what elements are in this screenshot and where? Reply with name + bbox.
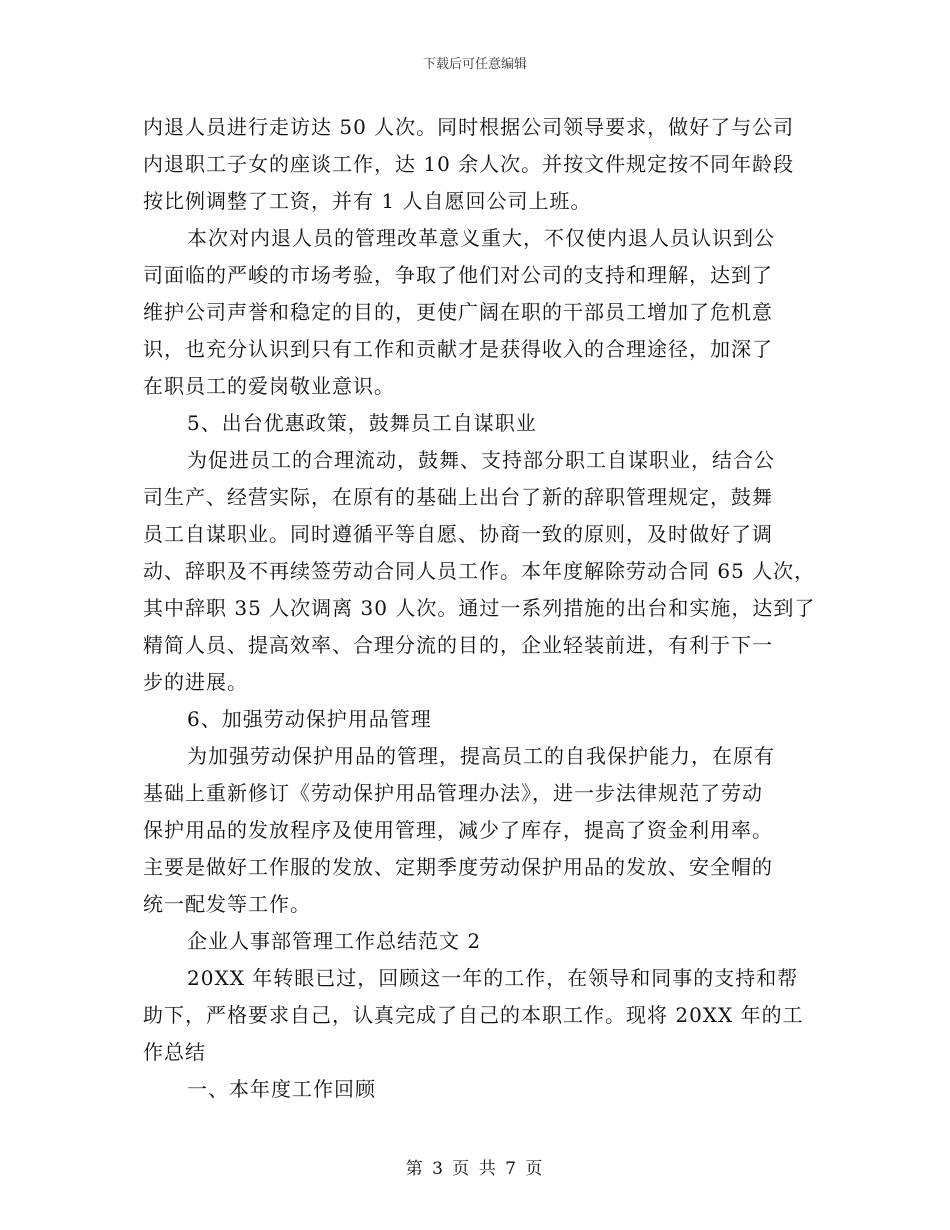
text-line: 步的进展。 bbox=[143, 670, 248, 694]
text-line: 动、辞职及不再续签劳动合同人员工作。本年度解除劳动合同 65 人次， bbox=[143, 559, 816, 583]
text-line: 在职员工的爱岗敬业意识。 bbox=[143, 374, 395, 398]
document-subtitle: 企业人事部管理工作总结范文 2 bbox=[187, 929, 482, 953]
text-line: 保护用品的发放程序及使用管理，减少了库存，提高了资金利用率。 bbox=[143, 818, 773, 842]
text-line: 识，也充分认识到只有工作和贡献才是获得收入的合理途径，加深了 bbox=[143, 337, 773, 361]
section-heading: 6、加强劳动保护用品管理 bbox=[187, 707, 432, 731]
text-line: 助下，严格要求自己，认真完成了自己的本职工作。现将 20XX 年的工 bbox=[143, 1003, 804, 1027]
text-line: 司面临的严峻的市场考验，争取了他们对公司的支持和理解，达到了 bbox=[143, 263, 773, 287]
text-line: 基础上重新修订《劳动保护用品管理办法》，进一步法律规范了劳动 bbox=[143, 781, 763, 805]
text-line: 统一配发等工作。 bbox=[143, 892, 311, 916]
paragraph-start-line: 为加强劳动保护用品的管理，提高员工的自我保护能力，在原有 bbox=[187, 744, 775, 768]
text-line: 员工自谋职业。同时遵循平等自愿、协商一致的原则，及时做好了调 bbox=[143, 522, 773, 546]
text-line: 内退职工子女的座谈工作，达 10 余人次。并按文件规定按不同年龄段 bbox=[143, 152, 795, 176]
text-line: 维护公司声誉和稳定的目的，更使广阔在职的干部员工增加了危机意 bbox=[143, 300, 773, 324]
paragraph-start-line: 为促进员工的合理流动，鼓舞、支持部分职工自谋职业，结合公 bbox=[187, 448, 775, 472]
document-body bbox=[143, 109, 816, 1108]
page-footer: 第 3 页 共 7 页 bbox=[405, 1159, 545, 1179]
text-line: 按比例调整了工资，并有 1 人自愿回公司上班。 bbox=[143, 189, 592, 213]
section-heading: 5、出台优惠政策，鼓舞员工自谋职业 bbox=[187, 411, 537, 435]
paragraph-start-line: 20XX 年转眼已过，回顾这一年的工作，在领导和同事的支持和帮 bbox=[187, 966, 799, 990]
text-line: 精简人员、提高效率、合理分流的目的，企业轻装前进，有利于下一 bbox=[143, 633, 773, 657]
text-line: 司生产、经营实际，在原有的基础上出台了新的辞职管理规定，鼓舞 bbox=[143, 485, 773, 509]
text-line: 内退人员进行走访达 50 人次。同时根据公司领导要求，做好了与公司 bbox=[143, 115, 795, 139]
paragraph-start-line: 本次对内退人员的管理改革意义重大，不仅使内退人员认识到公 bbox=[187, 226, 775, 250]
text-line: 作总结 bbox=[143, 1040, 206, 1064]
section-heading: 一、本年度工作回顾 bbox=[187, 1077, 376, 1101]
page-header: 下载后可任意编辑 bbox=[422, 57, 527, 72]
text-line: 主要是做好工作服的发放、定期季度劳动保护用品的发放、安全帽的 bbox=[143, 855, 773, 879]
text-line: 其中辞职 35 人次调离 30 人次。通过一系列措施的出台和实施，达到了 bbox=[143, 596, 816, 620]
